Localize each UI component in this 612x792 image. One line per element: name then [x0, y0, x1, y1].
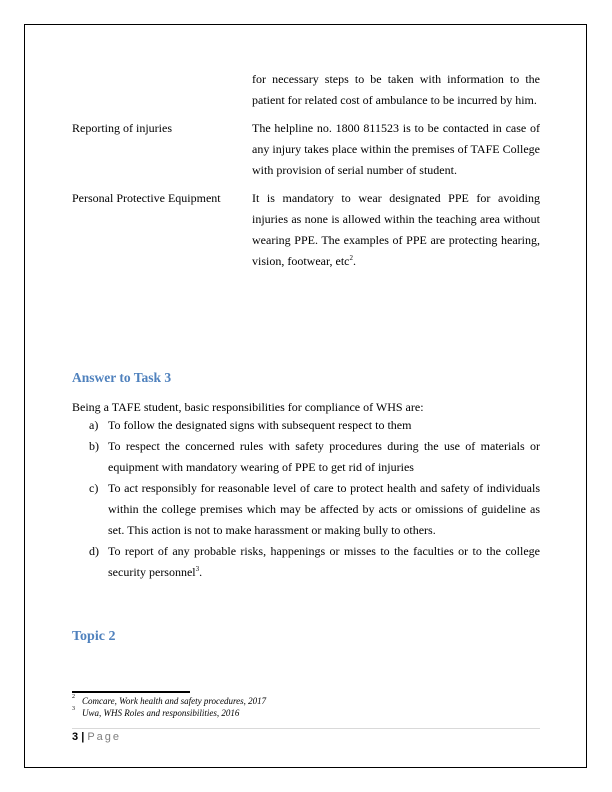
row-description-tail: .: [353, 254, 356, 268]
footnote: 2 Comcare, Work health and safety procedures, 2017: [72, 694, 267, 706]
list-marker: d): [89, 544, 99, 558]
list-item-tail: .: [199, 565, 203, 579]
list-marker: a): [89, 418, 99, 432]
list-item: [72, 478, 540, 541]
list-item-text: To act responsibly for reasonable level of care to protect health and safety of individuals within the college premises which may be affected by acts or omissions of guideline as set. This action is not to make harassment or making bully to others.: [108, 481, 540, 537]
list-item: [72, 415, 540, 436]
list-item: [72, 436, 540, 478]
row-label: Reporting of injuries: [72, 121, 172, 135]
footnote: 3 Uwa, WHS Roles and responsibilities, 2016: [72, 706, 240, 718]
list-marker: b): [89, 439, 99, 453]
row-description-text: It is mandatory to wear designated PPE for avoiding injuries as none is allowed within the teaching area without wearing PPE. The examples of PPE are protecting hearing, vision, footwear, etc: [252, 191, 540, 268]
list-marker: c): [89, 481, 99, 495]
footnote-ref[interactable]: 3: [195, 565, 200, 573]
footer-separator: |: [81, 731, 85, 743]
page-word: Page: [87, 731, 122, 743]
footer-rule: [72, 728, 540, 729]
list-item: [72, 541, 540, 583]
list-item-text: To respect the concerned rules with safety procedures during the use of materials or equipment with mandatory wearing of PPE to get rid of injuries: [108, 439, 540, 474]
row-description: The helpline no. 1800 811523 is to be contacted in case of any injury takes place within the premises of TAFE College with provision of serial number of student.: [252, 121, 540, 177]
footnote-text: Uwa, WHS Roles and responsibilities, 2016: [82, 708, 240, 718]
footnotes: [72, 695, 540, 719]
row-description: for necessary steps to be taken with information to the patient for related cost of ambulance to be incurred by him.: [252, 72, 540, 107]
page-footer: [72, 730, 121, 744]
list-item-text: To report of any probable risks, happenings or misses to the faculties or to the college security personnel: [108, 544, 540, 579]
section-heading-task3: Answer to Task 3: [72, 370, 172, 385]
footnote-ref[interactable]: 2: [349, 254, 353, 262]
section-heading-topic2: Topic 2: [72, 629, 116, 644]
footnote-text: Comcare, Work health and safety procedures, 2017: [82, 696, 267, 706]
footnote-separator: [72, 691, 190, 693]
list-item-text: To follow the designated signs with subsequent respect to them: [108, 418, 412, 432]
page-number: 3: [72, 731, 79, 743]
responsibilities-list: [72, 415, 540, 583]
row-description: [252, 188, 540, 272]
row-label: Personal Protective Equipment: [72, 191, 221, 205]
intro-paragraph: Being a TAFE student, basic responsibilities for compliance of WHS are:: [72, 400, 424, 414]
